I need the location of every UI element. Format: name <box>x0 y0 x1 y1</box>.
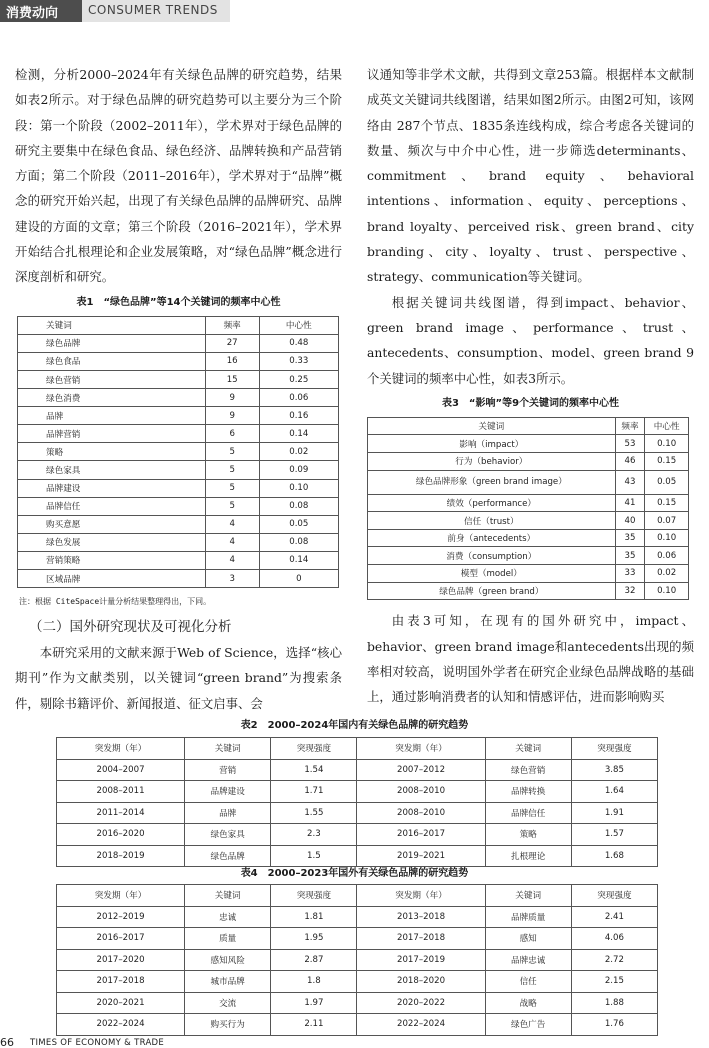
table1 <box>17 316 339 588</box>
column-header: 中心性 <box>259 316 338 334</box>
table-cell: 0.10 <box>259 479 338 497</box>
table-row <box>368 435 689 453</box>
table-row <box>18 389 339 407</box>
table-row <box>18 515 339 533</box>
column-header: 突现强度 <box>571 738 657 760</box>
column-header: 关键词 <box>485 885 571 907</box>
table-row <box>368 582 689 600</box>
table4-caption: 表4 2000–2023年国外有关绿色品牌的研究趋势 <box>240 868 469 879</box>
table-cell: 购买意愿 <box>18 515 206 533</box>
table-row <box>368 494 689 512</box>
table-cell: 2008–2011 <box>57 781 185 803</box>
table-row <box>18 443 339 461</box>
table-cell: 区域品牌 <box>18 569 206 587</box>
table-row <box>57 802 658 824</box>
table-cell: 0.07 <box>645 512 689 530</box>
table-row <box>18 551 339 569</box>
table-cell: 绿色品牌 <box>185 845 271 867</box>
table-cell: 1.88 <box>571 992 657 1014</box>
table-cell: 战略 <box>485 992 571 1014</box>
table-row <box>368 547 689 565</box>
table-cell: 1.81 <box>271 906 357 928</box>
table-cell: 0.33 <box>259 352 338 370</box>
table-cell: 购买行为 <box>185 1014 271 1036</box>
right-column <box>367 62 694 709</box>
table-cell: 0.14 <box>259 551 338 569</box>
page-header <box>0 0 709 22</box>
table-cell: 0.05 <box>645 470 689 494</box>
table-cell: 1.95 <box>271 928 357 950</box>
table-row <box>57 824 658 846</box>
table-row <box>368 512 689 530</box>
table-cell: 绿色消费 <box>18 389 206 407</box>
column-header: 关键词 <box>185 885 271 907</box>
column-header: 突现强度 <box>571 885 657 907</box>
page-number: 66 <box>0 1036 14 1048</box>
table-cell: 2022–2024 <box>357 1014 485 1036</box>
table-row <box>57 759 658 781</box>
table-cell: 消费（consumption） <box>368 547 616 565</box>
table-cell: 2017–2019 <box>357 949 485 971</box>
table-row <box>57 949 658 971</box>
table-cell: 品牌转换 <box>485 781 571 803</box>
table-cell: 信任（trust） <box>368 512 616 530</box>
table-cell: 感知 <box>485 928 571 950</box>
table-cell: 1.8 <box>271 971 357 993</box>
right-paragraph-3: 由表3可知，在现有的国外研究中，impact、behavior、green brand image和antecedents出现的频率相对较高，说明国外学者在研究企业绿色品牌战略的基础上，通过影响消费者的认知和情感评估，进而影响购买 <box>367 613 694 705</box>
table-header-row <box>57 738 658 760</box>
table-cell: 5 <box>205 461 259 479</box>
right-paragraph-1: 议通知等非学术文献，共得到文章253篇。根据样本文献制成英文关键词共线图谱，结果如图2所示。由图2可知，该网络由 287个节点、1835条连线构成，综合考虑各关键词的数量、频次与中介中心性，进一步筛选determinants、commitment、brand equity、behavioral intentions、information、equity、perceptions、brand loyalty、perceived risk、green brand、city branding、city、loyalty、trust、perspective、strategy、communication等关键词。 <box>367 67 694 285</box>
table-cell: 0.06 <box>645 547 689 565</box>
table1-caption: 表1 “绿色品牌”等14个关键词的频率中心性 <box>76 296 281 308</box>
table-cell: 品牌建设 <box>185 781 271 803</box>
table-row <box>18 497 339 515</box>
table-cell: 2022–2024 <box>57 1014 185 1036</box>
table-cell: 2.3 <box>271 824 357 846</box>
table-cell: 质量 <box>185 928 271 950</box>
table4 <box>56 884 658 1036</box>
table-cell: 品牌信任 <box>485 802 571 824</box>
table-cell: 33 <box>615 565 645 583</box>
table-row <box>368 470 689 494</box>
table-row <box>18 479 339 497</box>
table-row <box>368 565 689 583</box>
table-cell: 5 <box>205 497 259 515</box>
column-header: 突发期（年） <box>357 738 485 760</box>
table-cell: 策略 <box>18 443 206 461</box>
table-cell: 2016–2017 <box>57 928 185 950</box>
table-cell: 2018–2019 <box>57 845 185 867</box>
table-cell: 2019–2021 <box>357 845 485 867</box>
table-cell: 35 <box>615 547 645 565</box>
table-cell: 2013–2018 <box>357 906 485 928</box>
table-row <box>57 928 658 950</box>
table-cell: 0.02 <box>259 443 338 461</box>
table-row <box>368 453 689 471</box>
left-paragraph-1: 检测，分析2000–2024年有关绿色品牌的研究趋势，结果如表2所示。对于绿色品牌的研究趋势可以主要分为三个阶段：第一个阶段（2002–2011年），学术界对于绿色品牌的研究主要集中在绿色食品、绿色经济、品牌转换和产品营销方面；第二个阶段（2011–2016年），学术界对于“品牌”概念的研究开始兴起，出现了有关绿色品牌的品牌研究、品牌建设的方面的文章；第三个阶段（2016–2021年），学术界开始结合扎根理论和企业发展策略，对“绿色品牌”概念进行深度剖析和研究。 <box>15 67 342 285</box>
table-cell: 品牌 <box>185 802 271 824</box>
table-cell: 27 <box>205 334 259 352</box>
table-cell: 0.10 <box>645 435 689 453</box>
table-cell: 2016–2017 <box>357 824 485 846</box>
table-cell: 2020–2021 <box>57 992 185 1014</box>
table-cell: 绿色广告 <box>485 1014 571 1036</box>
publication-name: TIMES OF ECONOMY & TRADE <box>30 1038 165 1048</box>
table-cell: 绿色家具 <box>185 824 271 846</box>
table-cell: 2017–2018 <box>57 971 185 993</box>
table-cell: 0 <box>259 569 338 587</box>
table-cell: 2020–2022 <box>357 992 485 1014</box>
column-header: 突发期（年） <box>57 885 185 907</box>
table-cell: 4.06 <box>571 928 657 950</box>
table-cell: 0.15 <box>645 453 689 471</box>
table-cell: 品牌质量 <box>485 906 571 928</box>
table-cell: 品牌营销 <box>18 425 206 443</box>
table-cell: 绿色家具 <box>18 461 206 479</box>
table-cell: 品牌建设 <box>18 479 206 497</box>
table-row <box>18 352 339 370</box>
section-heading: （二）国外研究现状及可视化分析 <box>29 619 232 636</box>
table-cell: 4 <box>205 551 259 569</box>
table-cell: 1.68 <box>571 845 657 867</box>
table-cell: 1.64 <box>571 781 657 803</box>
section-label-cn: 消费动向 <box>0 0 82 22</box>
table-cell: 2.11 <box>271 1014 357 1036</box>
table-cell: 0.16 <box>259 407 338 425</box>
table-cell: 43 <box>615 470 645 494</box>
column-header: 关键词 <box>368 417 616 435</box>
table-cell: 5 <box>205 443 259 461</box>
table-cell: 6 <box>205 425 259 443</box>
table-cell: 1.5 <box>271 845 357 867</box>
left-paragraph-2: 本研究采用的文献来源于Web of Science，选择“核心期刊”作为文献类别，以关键词“green brand”为搜索条件，剔除书籍评价、新闻报道、征文启事、会 <box>15 645 342 711</box>
table-cell: 0.09 <box>259 461 338 479</box>
table-cell: 2017–2018 <box>357 928 485 950</box>
table-cell: 信任 <box>485 971 571 993</box>
table-cell: 0.08 <box>259 497 338 515</box>
table-row <box>18 407 339 425</box>
table-cell: 53 <box>615 435 645 453</box>
table-cell: 0.25 <box>259 370 338 388</box>
table-cell: 绿色营销 <box>485 759 571 781</box>
table-row <box>368 529 689 547</box>
column-header: 关键词 <box>185 738 271 760</box>
table-cell: 影响（impact） <box>368 435 616 453</box>
table-cell: 策略 <box>485 824 571 846</box>
table-cell: 交流 <box>185 992 271 1014</box>
table-cell: 绿色品牌 <box>18 334 206 352</box>
table-cell: 1.57 <box>571 824 657 846</box>
table-cell: 41 <box>615 494 645 512</box>
table-cell: 0.08 <box>259 533 338 551</box>
table-row <box>18 370 339 388</box>
column-header: 中心性 <box>645 417 689 435</box>
table-cell: 4 <box>205 515 259 533</box>
table-cell: 品牌忠诚 <box>485 949 571 971</box>
table-cell: 营销 <box>185 759 271 781</box>
table-row <box>57 781 658 803</box>
table-cell: 0.15 <box>645 494 689 512</box>
column-header: 关键词 <box>485 738 571 760</box>
table-cell: 绿色食品 <box>18 352 206 370</box>
table-row <box>18 533 339 551</box>
table-cell: 2008–2010 <box>357 802 485 824</box>
table-cell: 0.10 <box>645 582 689 600</box>
table-cell: 绿色发展 <box>18 533 206 551</box>
table-row <box>18 461 339 479</box>
column-header: 突发期（年） <box>357 885 485 907</box>
column-header: 突发期（年） <box>57 738 185 760</box>
table-cell: 2004–2007 <box>57 759 185 781</box>
table-row <box>18 569 339 587</box>
table-cell: 3.85 <box>571 759 657 781</box>
table-cell: 营销策略 <box>18 551 206 569</box>
table-cell: 40 <box>615 512 645 530</box>
table-cell: 绿色品牌形象（green brand image） <box>368 470 616 494</box>
table-cell: 9 <box>205 389 259 407</box>
table-cell: 2.87 <box>271 949 357 971</box>
table-cell: 2008–2010 <box>357 781 485 803</box>
table-cell: 1.71 <box>271 781 357 803</box>
left-column <box>15 62 342 716</box>
table-cell: 15 <box>205 370 259 388</box>
table-cell: 2012–2019 <box>57 906 185 928</box>
table3-caption: 表3 “影响”等9个关键词的频率中心性 <box>441 397 620 409</box>
table-cell: 2.41 <box>571 906 657 928</box>
table-cell: 行为（behavior） <box>368 453 616 471</box>
table-cell: 9 <box>205 407 259 425</box>
table-cell: 绿色品牌（green brand） <box>368 582 616 600</box>
table-header-row <box>18 316 339 334</box>
table-cell: 0.02 <box>645 565 689 583</box>
table-row <box>18 425 339 443</box>
column-header: 突现强度 <box>271 738 357 760</box>
table-cell: 1.97 <box>271 992 357 1014</box>
table-cell: 0.10 <box>645 529 689 547</box>
table-cell: 46 <box>615 453 645 471</box>
table-cell: 0.14 <box>259 425 338 443</box>
table-cell: 前身（antecedents） <box>368 529 616 547</box>
table-cell: 绿色营销 <box>18 370 206 388</box>
table-row <box>57 1014 658 1036</box>
column-header: 频率 <box>615 417 645 435</box>
table-cell: 0.06 <box>259 389 338 407</box>
table-row <box>57 906 658 928</box>
table-cell: 2016–2020 <box>57 824 185 846</box>
table-cell: 5 <box>205 479 259 497</box>
table-cell: 1.55 <box>271 802 357 824</box>
column-header: 关键词 <box>18 316 206 334</box>
table3 <box>367 417 689 600</box>
table-cell: 品牌信任 <box>18 497 206 515</box>
table-cell: 感知风险 <box>185 949 271 971</box>
table-cell: 2011–2014 <box>57 802 185 824</box>
table-cell: 绩效（performance） <box>368 494 616 512</box>
table-cell: 16 <box>205 352 259 370</box>
table-cell: 忠诚 <box>185 906 271 928</box>
table-cell: 3 <box>205 569 259 587</box>
table-row <box>57 971 658 993</box>
table-cell: 0.48 <box>259 334 338 352</box>
table-cell: 32 <box>615 582 645 600</box>
table-cell: 2.72 <box>571 949 657 971</box>
table-row <box>18 334 339 352</box>
table-cell: 2007–2012 <box>357 759 485 781</box>
section-label-en: CONSUMER TRENDS <box>82 0 230 22</box>
table-cell: 模型（model） <box>368 565 616 583</box>
table-row <box>57 992 658 1014</box>
table-cell: 1.54 <box>271 759 357 781</box>
table-cell: 1.76 <box>571 1014 657 1036</box>
column-header: 突现强度 <box>271 885 357 907</box>
table2 <box>56 737 658 867</box>
right-paragraph-2: 根据关键词共线图谱，得到impact、behavior、green brand image、performance、trust、antecedents、consumption、model、green brand 9个关键词的频率中心性，如表3所示。 <box>367 294 694 386</box>
table-cell: 4 <box>205 533 259 551</box>
table-cell: 2018–2020 <box>357 971 485 993</box>
table2-caption: 表2 2000–2024年国内有关绿色品牌的研究趋势 <box>240 720 469 731</box>
table-cell: 1.91 <box>571 802 657 824</box>
table-cell: 2017–2020 <box>57 949 185 971</box>
table-cell: 品牌 <box>18 407 206 425</box>
table-header-row <box>57 885 658 907</box>
table-note: 注：根据 CiteSpace计量分析结果整理得出，下同。 <box>19 597 212 607</box>
table-cell: 城市品牌 <box>185 971 271 993</box>
table-cell: 2.15 <box>571 971 657 993</box>
column-header: 频率 <box>205 316 259 334</box>
table-cell: 35 <box>615 529 645 547</box>
table-cell: 0.05 <box>259 515 338 533</box>
table-header-row <box>368 417 689 435</box>
table-cell: 扎根理论 <box>485 845 571 867</box>
